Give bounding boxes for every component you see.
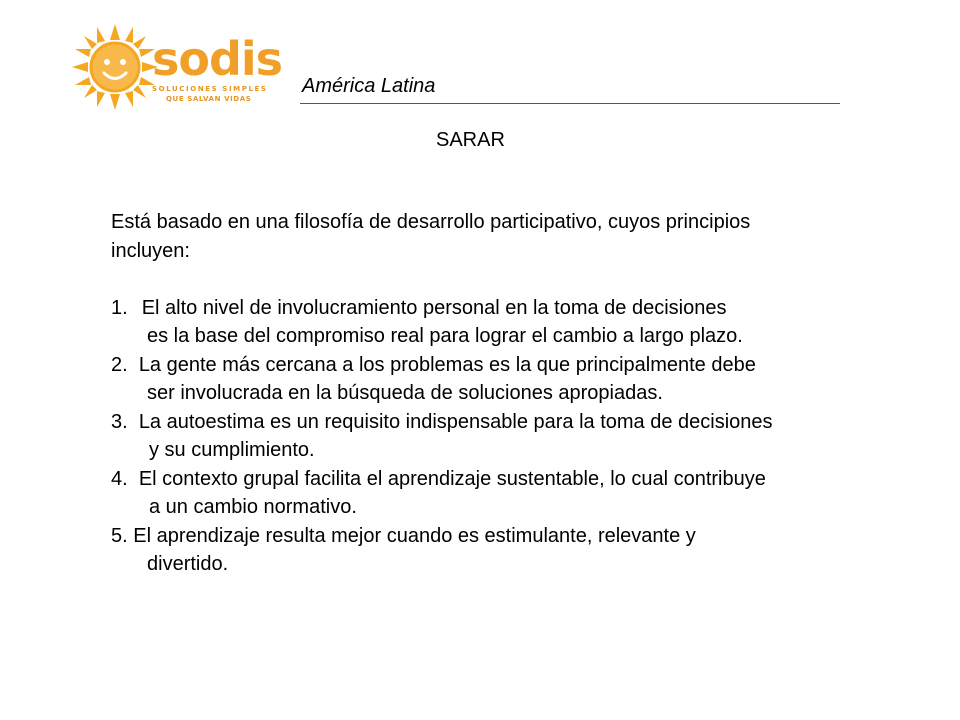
- intro-line: Está basado en una filosofía de desarrollo participativo, cuyos principios: [111, 211, 751, 233]
- list-marker: 4.: [111, 467, 128, 490]
- list-item-continuation: y su cumplimiento.: [149, 439, 315, 461]
- logo-tagline-bottom: QUE SALVAN VIDAS: [166, 95, 252, 103]
- list-item: [111, 294, 921, 351]
- list-item-continuation: a un cambio normativo.: [149, 496, 357, 518]
- list-item: [111, 351, 921, 408]
- list-item: [111, 522, 921, 579]
- header-divider: [300, 103, 840, 104]
- slide-title: SARAR: [436, 129, 505, 151]
- intro-line: incluyen:: [111, 239, 190, 262]
- list-item-text: La gente más cercana a los problemas es la que principalmente debe: [138, 353, 756, 376]
- spacer: [111, 265, 921, 294]
- list-item-text: La autoestima es un requisito indispensable para la toma de decisiones: [138, 410, 773, 433]
- list-item-text: El alto nivel de involucramiento personal en la toma de decisiones: [141, 296, 727, 319]
- list-item: [111, 408, 921, 465]
- list-item-continuation: ser involucrada en la búsqueda de soluciones apropiadas.: [147, 382, 663, 404]
- sun-face-icon: [70, 22, 160, 112]
- sodis-logo: [70, 22, 283, 122]
- list-item: [111, 465, 921, 522]
- slide-body: [111, 208, 921, 579]
- list-item-continuation: es la base del compromiso real para lograr el cambio a largo plazo.: [147, 325, 743, 347]
- list-marker: 1.: [111, 296, 128, 319]
- list-item-continuation: divertido.: [147, 553, 229, 575]
- list-item-text: El contexto grupal facilita el aprendizaje sustentable, lo cual contribuye: [138, 467, 766, 490]
- logo-tagline-top: SOLUCIONES SIMPLES: [152, 85, 268, 93]
- list-marker: 2.: [111, 353, 128, 376]
- logo-wordmark: sodis: [152, 32, 283, 86]
- list-marker: 3.: [111, 410, 128, 433]
- list-marker: 5.: [111, 524, 128, 547]
- list-item-text: El aprendizaje resulta mejor cuando es estimulante, relevante y: [133, 524, 696, 547]
- region-label: América Latina: [302, 75, 436, 97]
- principles-list: [111, 294, 921, 579]
